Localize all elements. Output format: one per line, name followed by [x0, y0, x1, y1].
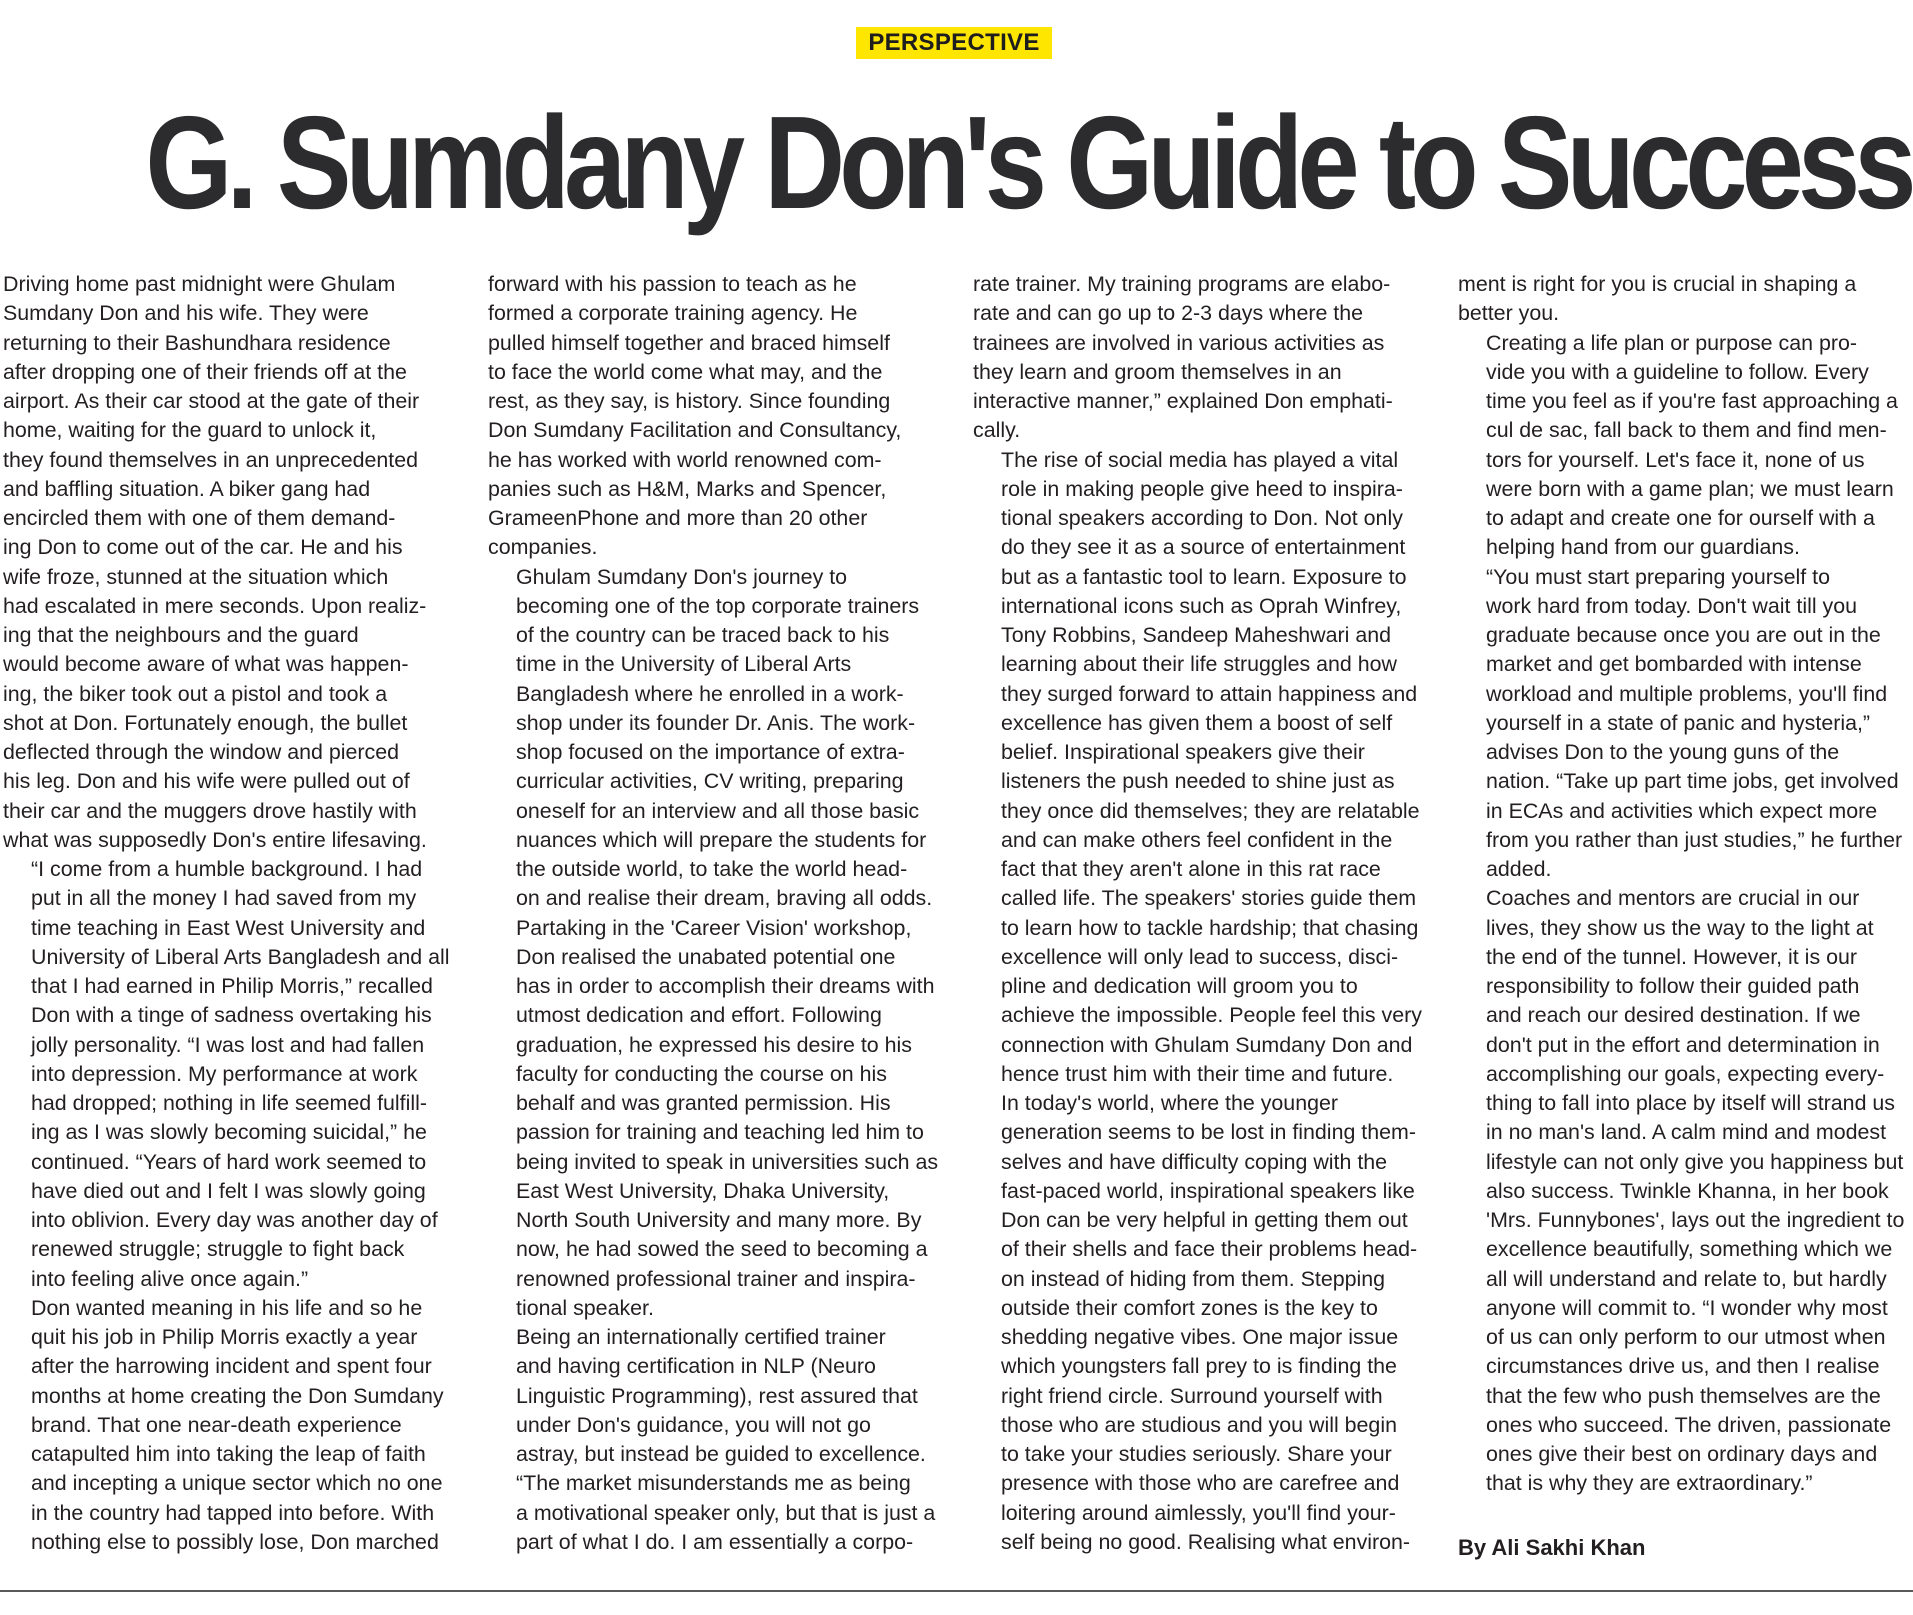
text-line: excellence has given them a boost of self [1001, 710, 1393, 735]
text-line: they found themselves in an unprecedented [3, 447, 419, 472]
text-line: the outside world, to take the world head- [516, 857, 908, 881]
text-line: right friend circle. Surround yourself with [1001, 1383, 1383, 1408]
text-line: has in order to accomplish their dreams with [516, 974, 935, 998]
text-line: home, waiting for the guard to unlock it, [3, 418, 377, 443]
text-line: and incepting a unique sector which no one [31, 1471, 443, 1496]
article-paragraph [488, 270, 940, 563]
text-line: role in making people give heed to inspira- [1001, 476, 1403, 501]
text-line: hence trust him with their time and future. [1001, 1061, 1394, 1086]
text-line: helping hand from our guardians. [1486, 535, 1800, 560]
text-line: ing, the biker took out a pistol and took a [3, 681, 388, 706]
text-line: airport. As their car stood at the gate of their [3, 389, 420, 413]
text-line: oneself for an interview and all those basic [516, 798, 920, 823]
text-line: learning about their life struggles and how [1001, 652, 1397, 677]
text-line: excellence will only lead to success, disci- [1001, 944, 1399, 969]
text-line: generation seems to be lost in finding them- [1001, 1120, 1416, 1145]
text-line: Driving home past midnight were Ghulam [3, 272, 396, 296]
text-line: lives, they show us the way to the light at [1486, 915, 1874, 940]
text-line: shop focused on the importance of extra- [516, 740, 905, 764]
text-line: into feeling alive once again.” [31, 1266, 309, 1291]
text-line: renowned professional trainer and inspira- [516, 1266, 916, 1291]
text-line: ones give their best on ordinary days and [1486, 1442, 1878, 1466]
text-line: ing as I was slowly becoming suicidal,” he [31, 1120, 427, 1145]
text-line: ones who succeed. The driven, passionate [1486, 1412, 1892, 1437]
text-line: Ghulam Sumdany Don's journey to [516, 564, 848, 589]
text-line: achieve the impossible. People feel this very [1001, 1003, 1422, 1028]
text-line: Don can be very helpful in getting them out [1001, 1208, 1408, 1232]
text-line: East West University, Dhaka University, [516, 1178, 890, 1203]
text-line: all will understand and relate to, but hardly [1486, 1266, 1887, 1291]
text-line: now, he had sowed the seed to becoming a [516, 1237, 928, 1262]
text-line: tional speakers according to Don. Not only [1001, 506, 1403, 530]
text-line: Sumdany Don and his wife. They were [3, 301, 369, 326]
text-line: lifestyle can not only give you happiness but [1486, 1149, 1904, 1174]
text-line: behalf and was granted permission. His [516, 1091, 891, 1115]
text-line: Partaking in the 'Career Vision' workshop, [516, 915, 912, 940]
text-line: Tony Robbins, Sandeep Maheshwari and [1001, 623, 1392, 647]
text-line: fact that they aren't alone in this rat race [1001, 857, 1381, 881]
text-line: rate trainer. My training programs are elabo- [973, 272, 1391, 296]
text-line: interactive manner,” explained Don emphati- [973, 389, 1393, 413]
text-line: selves and have difficulty coping with the [1001, 1149, 1388, 1174]
text-line: work hard from today. Don't wait till you [1486, 593, 1858, 618]
text-line: curricular activities, CV writing, preparing [516, 769, 904, 794]
text-line: deflected through the window and pierced [3, 740, 399, 764]
text-line: North South University and many more. By [516, 1208, 922, 1232]
text-line: Being an internationally certified trainer [516, 1325, 886, 1349]
text-line: “The market misunderstands me as being [516, 1471, 911, 1496]
text-line: shedding negative vibes. One major issue [1001, 1325, 1399, 1349]
text-line: “I come from a humble background. I had [31, 857, 423, 881]
text-line: international icons such as Oprah Winfrey, [1001, 593, 1402, 618]
text-line: workload and multiple problems, you'll find [1486, 681, 1888, 706]
text-line: in ECAs and activities which expect more [1486, 798, 1878, 823]
text-line: added. [1486, 857, 1552, 881]
text-line: into depression. My performance at work [31, 1061, 418, 1086]
text-line: part of what I do. I am essentially a corpo- [516, 1529, 914, 1554]
article-paragraph [3, 270, 455, 855]
article-column-3 [973, 270, 1425, 1557]
text-line: excellence beautifully, something which we [1486, 1237, 1893, 1262]
text-line: Don with a tinge of sadness overtaking his [31, 1003, 432, 1028]
text-line: nuances which will prepare the students for [516, 827, 927, 852]
text-line: pulled himself together and braced himself [488, 330, 890, 355]
text-line: Linguistic Programming), rest assured that [516, 1383, 918, 1408]
text-line: Don realised the unabated potential one [516, 944, 896, 969]
text-line: formed a corporate training agency. He [488, 301, 858, 326]
text-line: graduation, he expressed his desire to his [516, 1032, 912, 1057]
article-paragraph [1458, 270, 1910, 329]
article-paragraph [973, 270, 1425, 446]
text-line: becoming one of the top corporate trainers [516, 593, 920, 618]
text-line: nothing else to possibly lose, Don marched [31, 1529, 439, 1554]
text-line: time teaching in East West University and [31, 915, 426, 940]
text-line: from you rather than just studies,” he further [1486, 827, 1903, 852]
text-line: yourself in a state of panic and hysteria,” [1486, 710, 1871, 735]
text-line: catapulted him into taking the leap of faith [31, 1442, 426, 1466]
article-column-4 [1458, 270, 1910, 1499]
text-line: don't put in the effort and determination in [1486, 1032, 1880, 1057]
article-paragraph [1458, 884, 1910, 1498]
text-line: outside their comfort zones is the key to [1001, 1295, 1378, 1320]
text-line: a motivational speaker only, but that is just a [516, 1500, 936, 1525]
text-line: Coaches and mentors are crucial in our [1486, 886, 1860, 911]
text-line: self being no good. Realising what environ- [1001, 1529, 1411, 1554]
text-line: panies such as H&M, Marks and Spencer, [488, 476, 887, 501]
text-line: and baffling situation. A biker gang had [3, 476, 371, 501]
text-line: “You must start preparing yourself to [1486, 564, 1831, 589]
article-paragraph [488, 1469, 940, 1557]
text-line: jolly personality. “I was lost and had fallen [31, 1032, 425, 1057]
text-line: accomplishing our goals, expecting every- [1486, 1061, 1885, 1086]
text-line: utmost dedication and effort. Following [516, 1003, 882, 1028]
text-line: in the country had tapped into before. With [31, 1500, 435, 1525]
text-line: to face the world come what may, and the [488, 359, 883, 384]
text-line: those who are studious and you will begin [1001, 1412, 1397, 1437]
text-line: Don wanted meaning in his life and so he [31, 1295, 423, 1320]
text-line: 'Mrs. Funnybones', lays out the ingredient to [1486, 1208, 1905, 1232]
text-line: quit his job in Philip Morris exactly a year [31, 1325, 418, 1349]
text-line: advises Don to the young guns of the [1486, 740, 1840, 764]
text-line: ing Don to come out of the car. He and his [3, 535, 403, 560]
text-line: pline and dedication will groom you to [1001, 974, 1358, 998]
text-line: but as a fantastic tool to learn. Exposure to [1001, 564, 1407, 589]
text-line: continued. “Years of hard work seemed to [31, 1149, 427, 1174]
section-tag: PERSPECTIVE [856, 27, 1052, 59]
text-line: circumstances drive us, and then I realise [1486, 1354, 1880, 1379]
text-line: were born with a game plan; we must learn [1486, 476, 1894, 501]
text-line: to take your studies seriously. Share your [1001, 1442, 1392, 1466]
text-line: The rise of social media has played a vital [1001, 447, 1399, 472]
text-line: of us can only perform to our utmost when [1486, 1325, 1886, 1349]
text-line: would become aware of what was happen- [3, 652, 409, 677]
text-line: time in the University of Liberal Arts [516, 652, 852, 677]
text-line: Creating a life plan or purpose can pro- [1486, 330, 1857, 355]
text-line: on and realise their dream, braving all odds. [516, 886, 933, 911]
text-line: after dropping one of their friends off at the [3, 359, 407, 384]
text-line: In today's world, where the younger [1001, 1091, 1339, 1115]
text-line: under Don's guidance, you will not go [516, 1412, 871, 1437]
article-paragraph [3, 1294, 455, 1557]
text-line: tional speaker. [516, 1295, 654, 1320]
text-line: to adapt and create one for ourself with a [1486, 506, 1875, 530]
text-line: cally. [973, 418, 1021, 443]
text-line: anyone will commit to. “I wonder why most [1486, 1295, 1888, 1320]
text-line: after the harrowing incident and spent four [31, 1354, 432, 1379]
text-line: trainees are involved in various activities as [973, 330, 1385, 355]
text-line: connection with Ghulam Sumdany Don and [1001, 1032, 1413, 1057]
text-line: encircled them with one of them demand- [3, 506, 396, 530]
text-line: Bangladesh where he enrolled in a work- [516, 681, 904, 706]
text-line: better you. [1458, 301, 1560, 326]
text-line: in no man's land. A calm mind and modest [1486, 1120, 1887, 1145]
text-line: and can make others feel confident in the [1001, 827, 1393, 852]
text-line: called life. The speakers' stories guide them [1001, 886, 1417, 911]
text-line: of their shells and face their problems head- [1001, 1237, 1418, 1262]
text-line: companies. [488, 535, 598, 560]
text-line: fast-paced world, inspirational speakers like [1001, 1178, 1415, 1203]
text-line: belief. Inspirational speakers give their [1001, 740, 1365, 764]
text-line: to learn how to tackle hardship; that chasing [1001, 915, 1419, 940]
text-line: rate and can go up to 2-3 days where the [973, 301, 1364, 326]
text-line: and having certification in NLP (Neuro [516, 1354, 876, 1379]
text-line: returning to their Bashundhara residence [3, 330, 391, 355]
text-line: into oblivion. Every day was another day of [31, 1208, 438, 1232]
text-line: forward with his passion to teach as he [488, 272, 857, 296]
article-column-2 [488, 270, 940, 1557]
text-line: Don Sumdany Facilitation and Consultancy, [488, 418, 902, 443]
text-line: do they see it as a source of entertainment [1001, 535, 1406, 560]
article-paragraph [973, 446, 1425, 1090]
article-paragraph [973, 1089, 1425, 1557]
text-line: what was supposedly Don's entire lifesaving. [3, 827, 427, 852]
text-line: had escalated in mere seconds. Upon realiz- [3, 593, 427, 618]
text-line: astray, but instead be guided to excellence. [516, 1442, 926, 1466]
article-paragraph [488, 1323, 940, 1469]
text-line: ing that the neighbours and the guard [3, 623, 359, 647]
text-line: market and get bombarded with intense [1486, 652, 1862, 677]
text-line: they surged forward to attain happiness and [1001, 681, 1418, 706]
text-line: being invited to speak in universities such as [516, 1149, 939, 1174]
text-line: faculty for conducting the course on his [516, 1061, 887, 1086]
byline: By Ali Sakhi Khan [1458, 1535, 1646, 1560]
text-line: of the country can be traced back to his [516, 623, 890, 647]
article-column-1 [3, 270, 455, 1557]
text-line: they once did themselves; they are relatable [1001, 798, 1420, 823]
text-line: that the few who push themselves are the [1486, 1383, 1881, 1408]
text-line: put in all the money I had saved from my [31, 886, 417, 911]
article-paragraph [1458, 563, 1910, 885]
text-line: loitering around aimlessly, you'll find your- [1001, 1500, 1396, 1525]
text-line: passion for training and teaching led him to [516, 1120, 924, 1145]
text-line: and reach our desired destination. If we [1486, 1003, 1861, 1028]
text-line: he has worked with world renowned com- [488, 447, 882, 472]
text-line: brand. That one near-death experience [31, 1412, 402, 1437]
article-paragraph [3, 855, 455, 1294]
text-line: GrameenPhone and more than 20 other [488, 506, 868, 530]
text-line: the end of the tunnel. However, it is our [1486, 944, 1857, 969]
text-line: that is why they are extraordinary.” [1486, 1471, 1813, 1496]
article-paragraph [1458, 329, 1910, 563]
bottom-rule [0, 1590, 1913, 1592]
headline: G. Sumdany Don's Guide to Success [145, 89, 1911, 236]
text-line: his leg. Don and his wife were pulled out of [3, 769, 410, 794]
text-line: which youngsters fall prey to is finding the [1001, 1354, 1397, 1379]
text-line: tors for yourself. Let's face it, none of us [1486, 447, 1865, 472]
text-line: responsibility to follow their guided path [1486, 974, 1860, 998]
text-line: that I had earned in Philip Morris,” recalled [31, 974, 433, 998]
text-line: months at home creating the Don Sumdany [31, 1383, 444, 1408]
text-line: University of Liberal Arts Bangladesh and all [31, 944, 450, 969]
text-line: rest, as they say, is history. Since founding [488, 389, 891, 413]
text-line: had dropped; nothing in life seemed fulfill- [31, 1091, 427, 1115]
text-line: renewed struggle; struggle to fight back [31, 1237, 405, 1262]
text-line: their car and the muggers drove hastily with [3, 798, 417, 823]
text-line: on instead of hiding from them. Stepping [1001, 1266, 1386, 1291]
text-line: have died out and I felt I was slowly going [31, 1178, 426, 1203]
text-line: they learn and groom themselves in an [973, 359, 1342, 384]
text-line: thing to fall into place by itself will strand us [1486, 1091, 1896, 1115]
text-line: wife froze, stunned at the situation which [3, 564, 389, 589]
text-line: also success. Twinkle Khanna, in her book [1486, 1178, 1889, 1203]
text-line: graduate because once you are out in the [1486, 623, 1881, 647]
text-line: vide you with a guideline to follow. Every [1486, 359, 1869, 384]
text-line: time you feel as if you're fast approaching a [1486, 389, 1898, 413]
text-line: ment is right for you is crucial in shaping a [1458, 272, 1857, 296]
text-line: listeners the push needed to shine just as [1001, 769, 1395, 794]
text-line: nation. “Take up part time jobs, get involved [1486, 769, 1899, 794]
text-line: cul de sac, fall back to them and find men- [1486, 418, 1887, 443]
article-paragraph [488, 563, 940, 1324]
text-line: shot at Don. Fortunately enough, the bullet [3, 710, 408, 735]
text-line: shop under its founder Dr. Anis. The work- [516, 710, 916, 735]
text-line: presence with those who are carefree and [1001, 1471, 1400, 1496]
